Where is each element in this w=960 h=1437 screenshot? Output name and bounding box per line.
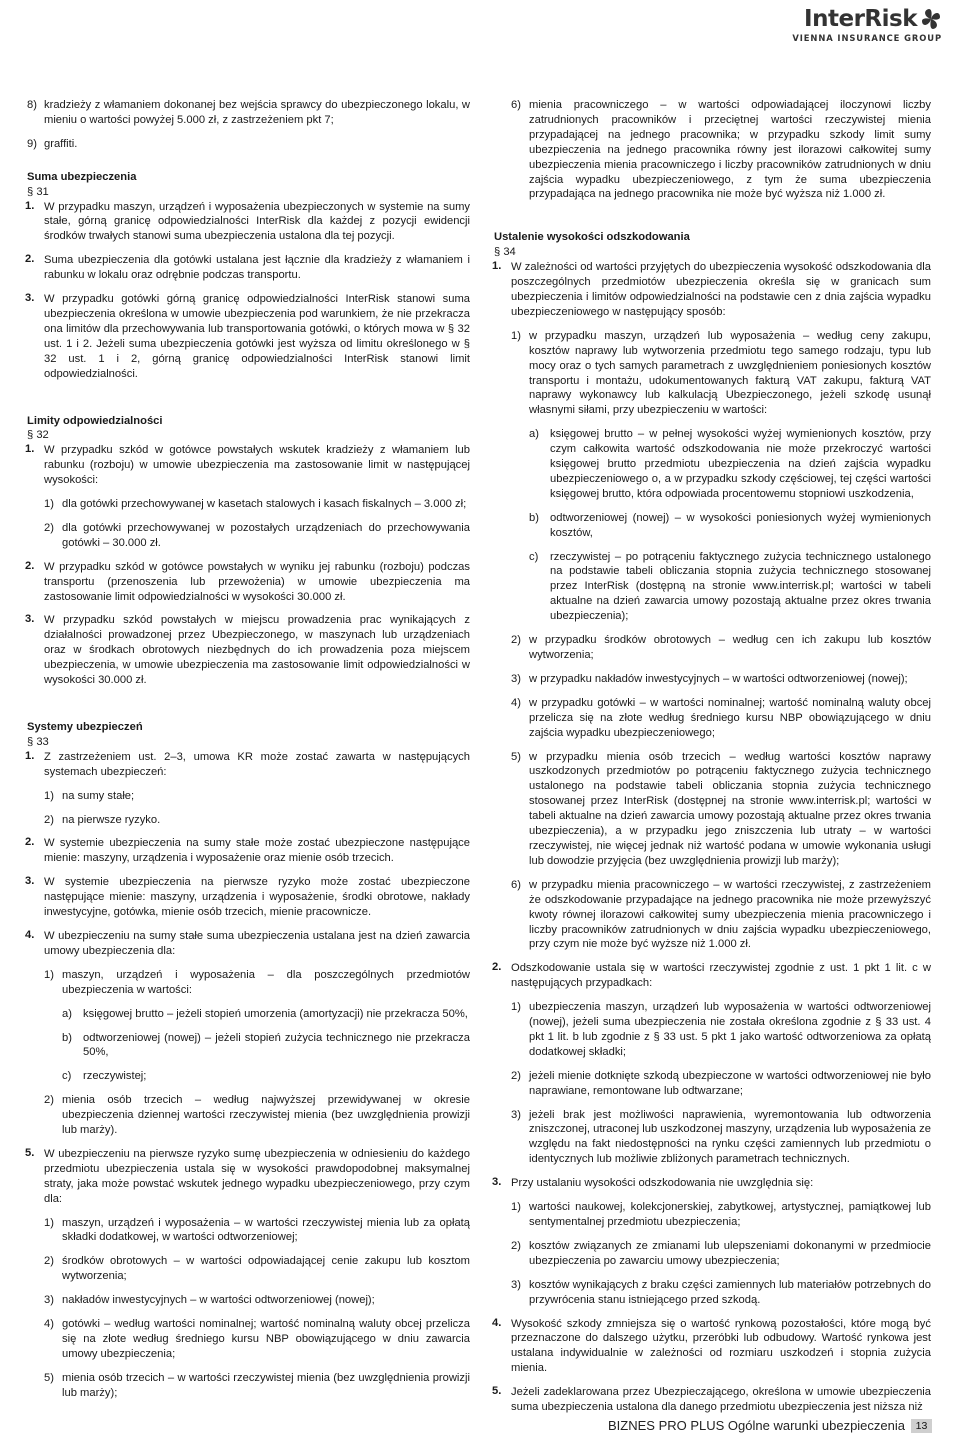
interrisk-logo — [782, 6, 942, 52]
list-item: 5. W ubezpieczeniu na pierwsze ryzyko sumę ubezpieczenia w odniesieniu do każdego przedmiotu ubezpieczenia ustala się w wysokości prawdopodobnej maksymalnej straty, jaka może powstać wskutek jednego wypadku ubezpieczeniowego, przy czym dla: — [25, 1146, 470, 1205]
list-item: 2) mienia osób trzecich – według najwyższej przewidywanej w okresie ubezpieczenia dziennej wartości rzeczywistej mienia (bez uwzględnienia prowizji lub marży). — [44, 1094, 470, 1137]
list-item: 2) w przypadku środków obrotowych – według cen ich zakupu lub kosztów wytworzenia; — [511, 634, 931, 661]
list-item: 2. W systemie ubezpieczenia na sumy stałe może zostać ubezpieczone następujące mienie: maszyny, urządzenia i wyposażenie oraz mienie osób trzecich. — [25, 836, 470, 865]
list-item: 9) graffiti. — [27, 137, 78, 150]
list-item: b) odtworzeniowej (nowej) – w wysokości poniesionych wyżej wymienionych kosztów, — [529, 511, 931, 539]
list-item: 2. Suma ubezpieczenia dla gotówki ustalana jest łącznie dla kradzieży z włamaniem i rabunku w lokalu oraz odrębnie podczas transportu. — [25, 253, 470, 282]
footer-title: BIZNES PRO PLUS Ogólne warunki ubezpieczenia — [608, 1418, 905, 1433]
paragraph-number-31: § 31 — [27, 185, 49, 198]
clover-icon — [920, 7, 942, 31]
paragraph-number-34: § 34 — [494, 246, 516, 259]
list-item: b) odtworzeniowej (nowej) – jeżeli stopień zużycia technicznego nie przekracza 50%, — [62, 1031, 470, 1059]
list-item: 5) mienia osób trzecich – w wartości rzeczywistej mienia (bez uwzględnienia prowizji lub marży); — [44, 1371, 470, 1399]
list-item: 1. W przypadku szkód w gotówce powstałych wskutek kradzieży z włamaniem lub rabunku (rozboju) w umowie ubezpieczenia ma zastosowanie limit w następującej wysokości: — [25, 443, 470, 487]
left-column — [27, 98, 470, 1410]
list-item: 1. W przypadku maszyn, urządzeń i wyposażenia ubezpieczonych w systemie na sumy stałe, górną granicę odpowiedzialności InterRisk dla każdej z pozycji ewidencji środków trwałych stanowi suma ubezpieczenia ustalona dla tej pozycji. — [25, 199, 470, 243]
section-heading-32: Limity odpowiedzialności — [27, 414, 163, 427]
list-item: 3. Przy ustalaniu wysokości odszkodowania nie uwzględnia się: — [492, 1176, 814, 1190]
list-item: 4) gotówki – według wartości nominalnej; wartość nominalną waluty obcej przelicza się na złote według średniego kursu NBP obowiązującego w dniu zawarcia umowy ubezpieczenia; — [44, 1318, 470, 1360]
list-item: 1) ubezpieczenia maszyn, urządzeń lub wyposażenia w wartości odtworzeniowej (nowej), jeżeli suma ubezpieczenia nie została określona zgodnie z § 33 ust. 4 pkt 1 lit. b lub zgodnie z § 33 ust. 5 pkt 1 jako wartość odtworzeniowa za opłatą dodatkowej składki; — [511, 1001, 931, 1058]
list-item: 3) jeżeli brak jest możliwości naprawienia, wyremontowania lub odtworzenia zniszczonej, utraconej lub uszkodzonej maszyny, urządzenia lub wyposażenia ze względu na fakt niedostępności na rynku części zamiennych lub przedmiotu o identycznych lub możliwie zbliżonych parametrach technicznych. — [511, 1108, 931, 1166]
list-item: 2) kosztów związanych ze zmianami lub ulepszeniami dokonanymi w przedmiocie ubezpieczenia po zawarciu umowy ubezpieczenia; — [511, 1239, 931, 1267]
logo-group: VIENNA INSURANCE GROUP — [792, 33, 942, 43]
list-item: 1) maszyn, urządzeń i wyposażenia – w wartości rzeczywistej mienia lub za opłatą składki dodatkowej, w wartości odtworzeniowej; — [44, 1216, 470, 1244]
list-item: 1) maszyn, urządzeń i wyposażenia – dla poszczególnych przedmiotów ubezpieczenia w wartości: — [44, 968, 470, 996]
list-item: 3) nakładów inwestycyjnych – w wartości odtworzeniowej (nowej); — [44, 1294, 375, 1307]
list-item: 6) w przypadku mienia pracowniczego – w wartości rzeczywistej, z zastrzeżeniem że odszkodowanie przypadające na jednego pracownika nie może przewyższyć kwoty równej ilorazowi całkowitej sumy ubezpieczenia mienia pracowniczego i liczby pracowników zatrudnionych w dniu zajścia wypadku ubezpieczeniowego, przy czym nie może być wyższe niż 1.000 zł. — [511, 878, 931, 951]
list-item: 2) dla gotówki przechowywanej w pozostałych urządzeniach do przechowywania gotówki – 30.000 zł. — [44, 521, 470, 549]
list-item: a) księgowej brutto – jeżeli stopień umorzenia (amortyzacji) nie przekracza 50%, — [62, 1007, 468, 1020]
list-item: c) rzeczywistej – po potrąceniu faktycznego zużycia technicznego ustalonego na podstawie tabeli obliczania stopnia zużycia technicznego stosowanej przez InterRisk (dostępną na stronie www.interrisk.pl; wartości w tabeli aktualne na dzień zawarcia umowy pozostają aktualne przez okres trwania ubezpieczenia); — [529, 550, 931, 623]
list-item: 1. Z zastrzeżeniem ust. 2–3, umowa KR może zostać zawarta w następujących systemach ubezpieczeń: — [25, 749, 470, 778]
list-item: 3) w przypadku nakładów inwestycyjnych – w wartości odtworzeniowej (nowej); — [511, 672, 908, 685]
list-item: 1) dla gotówki przechowywanej w kasetach stalowych i kasach fiskalnych – 3.000 zł; — [44, 498, 467, 511]
right-column — [494, 98, 931, 1424]
list-item: 4. Wysokość szkody zmniejsza się o wartość rynkową pozostałości, które mogą być przeznaczone do dalszego użytku, przeróbki lub odbudowy. Wartość rynkowa jest ustalana indywidualnie w zależności od rozmiaru uszkodzeń i stopnia zużycia mienia. — [492, 1316, 931, 1375]
list-item: 8) kradzieży z włamaniem dokonanej bez wejścia sprawcy do ubezpieczonego lokalu, w mieniu o wartości powyżej 5.000 zł, z zastrzeżeniem pkt 7; — [27, 99, 470, 126]
page-footer — [608, 1418, 932, 1433]
section-heading-33: Systemy ubezpieczeń — [27, 721, 143, 733]
list-item: 1. W zależności od wartości przyjętych do ubezpieczenia wysokość odszkodowania dla poszczególnych przedmiotów ubezpieczenia określa się w granicach sum ubezpieczenia i limitów odpowiedzialności na podstawie cen z dnia zajścia wypadku ubezpieczeniowego w następujący sposób: — [492, 260, 931, 318]
list-item: 1) na sumy stałe; — [44, 789, 135, 802]
list-item: 5) w przypadku mienia osób trzecich – według wartości kosztów naprawy uszkodzonych przedmiotów po potrąceniu faktycznego zużycia technicznego ustalonego na podstawie tabeli obliczania stopnia zużycia technicznego stosowanej przez InterRisk (dostępnej na stronie www.interrisk.pl; wartości w tabeli aktualne na dzień zawarcia umowy pozostają aktualne przez okres trwania ubezpieczenia), a w przypadku jego zniszczenia lub utraty – w wartości rzeczywistej, nie więcej jednak niż wartość podana w umowie wykonania usługi lub dowodzie przyjęcia (bez uwzględnienia prowizji lub marży); — [511, 750, 931, 867]
list-item: 1) wartości naukowej, kolekcjonerskiej, zabytkowej, artystycznej, pamiątkowej lub sentymentalnej przedmiotu ubezpieczenia; — [511, 1201, 931, 1228]
list-item: c) rzeczywistej; — [62, 1070, 147, 1083]
paragraph-number-32: § 32 — [27, 429, 49, 442]
list-item: 2) na pierwsze ryzyko. — [44, 813, 161, 826]
list-item: 2. W przypadku szkód w gotówce powstałych w wyniku jej rabunku (rozboju) podczas transportu (przenoszenia lub przewożenia) w umowie ubezpieczenia ma zastosowanie limit odpowiedzialności w wysokości 30.000 zł. — [25, 559, 470, 603]
list-item: 3) kosztów wynikających z braku części zamiennych lub materiałów potrzebnych do przywrócenia stanu istniejącego przed szkodą. — [511, 1278, 931, 1306]
paragraph-number-33: § 33 — [27, 735, 49, 748]
list-item: 3. W przypadku szkód powstałych w miejscu prowadzenia prac wynikających z działalności prowadzonej przez Ubezpieczonego, w maszynach lub urządzeniach oraz w środkach obrotowych niezbędnych do ich prowadzenia poza miejscem ubezpieczenia, w umowie ubezpieczenia ma zastosowanie limit odpowiedzialności w wysokości 30.000 zł. — [25, 613, 470, 687]
list-item: 2) jeżeli mienie dotknięte szkodą ubezpieczone w wartości odtworzeniowej nie było naprawiane, remontowane lub odtwarzane; — [511, 1069, 931, 1097]
list-item: 3. W systemie ubezpieczenia na pierwsze ryzyko może zostać ubezpieczone następujące mienie: maszyny, urządzenia i wyposażenie, środki obrotowe, nakłady inwestycyjne, gotówka, mienie osób trzecich, mienie pracownicze. — [25, 875, 470, 919]
list-item: 5. Jeżeli zadeklarowana przez Ubezpieczającego, określona w umowie ubezpieczenia suma ubezpieczenia ustalona dla danego przedmiotu ubezpieczenia jest niższa niż — [492, 1385, 931, 1414]
list-item: 2) środków obrotowych – w wartości odpowiadającej cenie zakupu lub kosztom wytworzenia; — [44, 1255, 470, 1283]
section-heading-34: Ustalenie wysokości odszkodowania — [494, 231, 690, 244]
list-item: 4. W ubezpieczeniu na sumy stałe suma ubezpieczenia ustalana jest na dzień zawarcia umowy ubezpieczenia dla: — [25, 928, 470, 957]
list-item: a) księgowej brutto – w pełnej wysokości wyżej wymienionych kosztów, przy czym całkowita wartość odszkodowania nie może przekroczyć wartości księgowej brutto przedmiotu ubezpieczenia na dzień zajścia wypadku ubezpieczeniowego o, a w przypadku szkody częściowej, tej części wartości księgowej brutto, która odpowiada procentowemu stopniowi uszkodzenia, — [529, 428, 931, 500]
logo-wordmark: InterRisk — [804, 6, 917, 32]
list-item: 2. Odszkodowanie ustala się w wartości rzeczywistej zgodnie z ust. 1 pkt 1 lit. c w następujących przypadkach: — [492, 961, 931, 990]
list-item: 1) w przypadku maszyn, urządzeń lub wyposażenia – według ceny zakupu, kosztów naprawy lub wytworzenia przedmiotu tego samego rodzaju, typu lub mocy oraz o tych samych parametrach z uwzględnieniem poniesionych kosztów transportu i montażu, udokumentowanych fakturą VAT zakupu, fakturą VAT naprawy wykonawcy lub kalkulacją Ubezpieczonego, jeżeli szkodę usunął własnymi siłami, przy ubezpieczeniu w wartości: — [511, 329, 931, 417]
section-heading-31: Suma ubezpieczenia — [27, 170, 137, 183]
list-item: 4) w przypadku gotówki – w wartości nominalnej; wartość nominalną waluty obcej przelicza się na złote według średniego kursu NBP obowiązującego w dniu zajścia wypadku ubezpieczeniowego; — [511, 696, 931, 739]
list-item: 6) mienia pracowniczego – w wartości odpowiadającej iloczynowi liczby zatrudnionych pracowników i przeciętnej wartości rzeczywistej mienia przypadającej na jednego pracownika; w przypadku szkody limit sumy ubezpieczenia na jednego pracownika równy jest ilorazowi całkowitej sumy ubezpieczenia mienia pracowniczego i liczby pracowników zatrudnionych w dniu zajścia wypadku ubezpieczeniowego, z tym że suma ubezpieczenia przypadająca na jednego pracownika nie może być wyższa niż 1.000 zł. — [511, 99, 931, 201]
list-item: 3. W przypadku gotówki górną granicę odpowiedzialności InterRisk stanowi suma ubezpieczenia określona w umowie ubezpieczenia pod warunkiem, że nie przekracza ona limitów dla przechowywania lub transportowania gotówki, o których mowa w § 32 ust. 1 i 2. Jeżeli suma ubezpieczenia gotówki jest wyższa od limitu określonego w § 32 ust. 1 i 2, górną granicę odpowiedzialności InterRisk stanowi limit odpowiedzialności. — [25, 292, 470, 380]
page-number: 13 — [911, 1419, 932, 1433]
